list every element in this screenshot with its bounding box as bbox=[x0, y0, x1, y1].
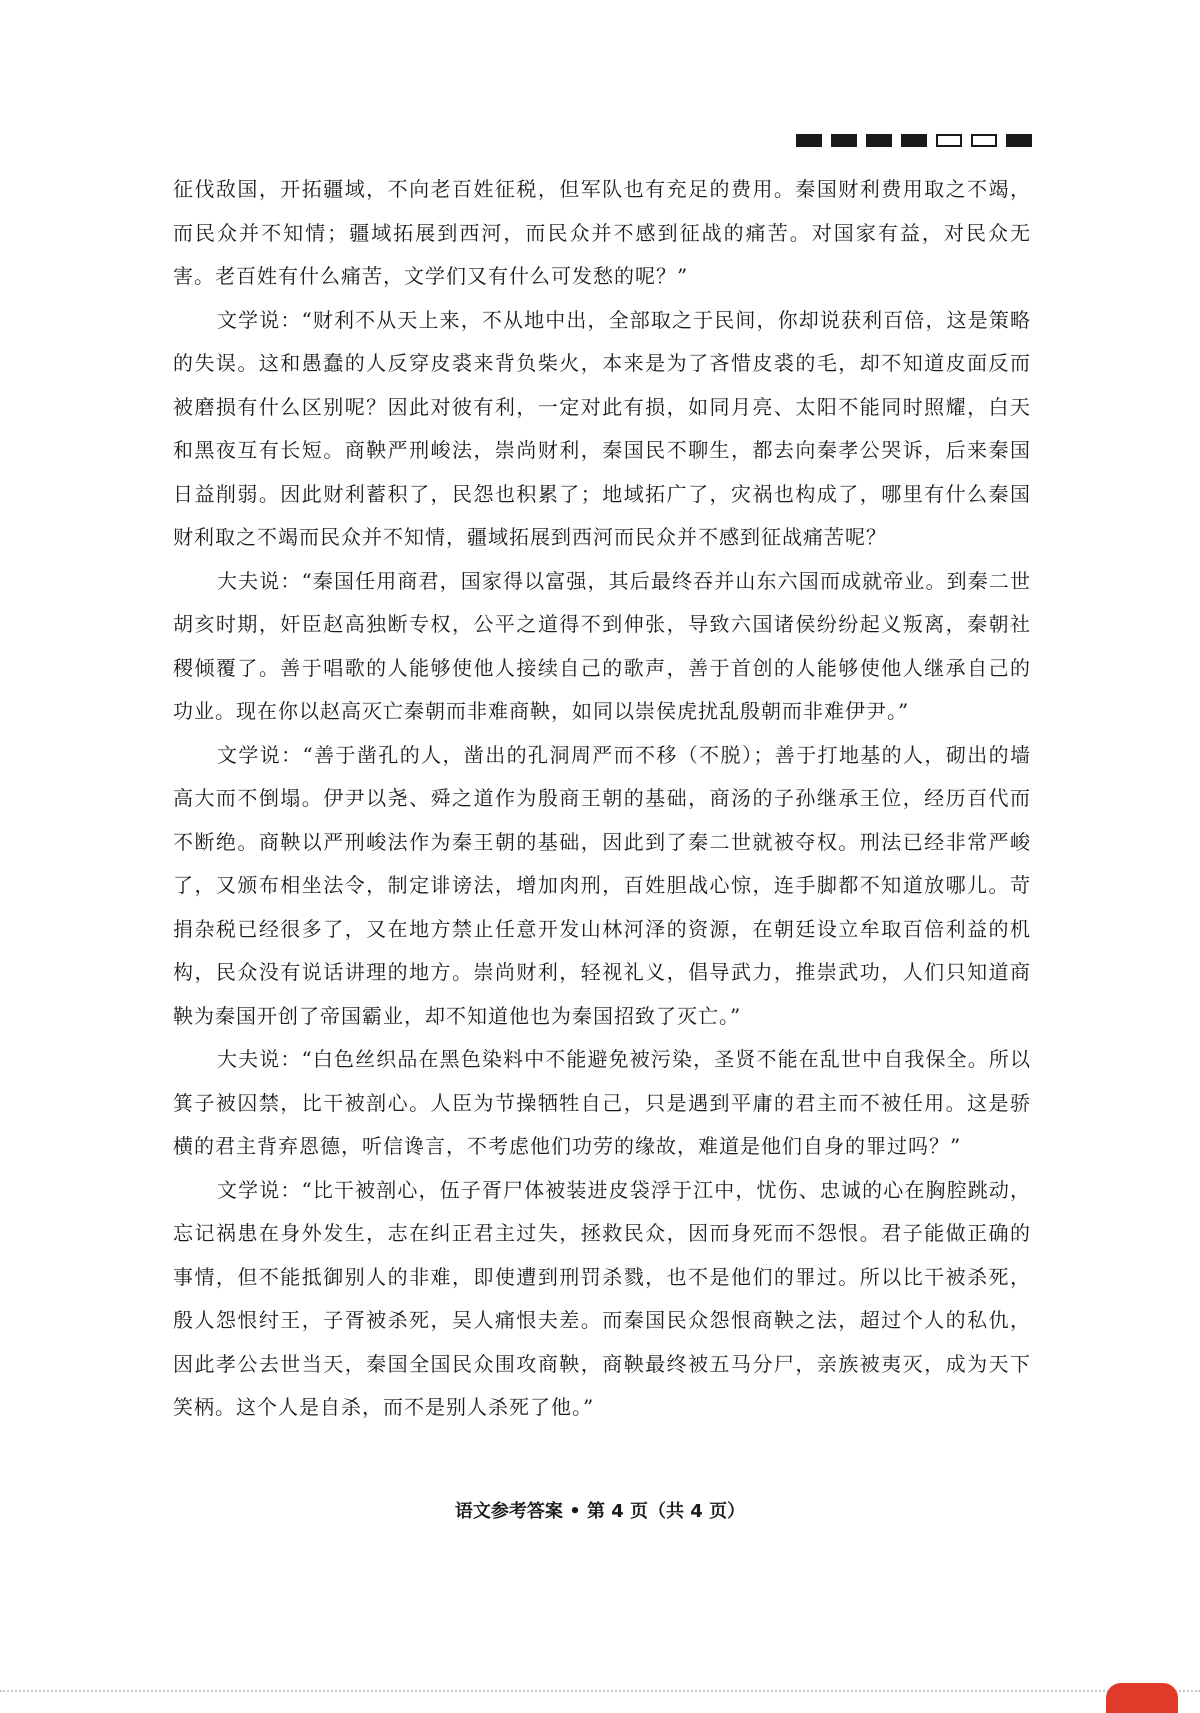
header-mark-empty bbox=[936, 134, 962, 147]
paragraph: 文学说：“财利不从天上来，不从地中出，全部取之于民间，你却说获利百倍，这是策略的失误。这和愚蠢的人反穿皮裘来背负柴火，本来是为了吝惜皮裘的毛，却不知道皮面反而被磨损有什么区别呢？因此对彼有利，一定对此有损，如同月亮、太阳不能同时照耀，白天和黑夜互有长短。商鞅严刑峻法，崇尚财利，秦国民不聊生，都去向秦孝公哭诉，后来秦国日益削弱。因此财利蓄积了，民怨也积累了；地域拓广了，灾祸也构成了，哪里有什么秦国财利取之不竭而民众并不知情，疆域拓展到西河而民众并不感到征战痛苦呢？ bbox=[173, 307, 1031, 549]
header-mark-filled bbox=[866, 134, 892, 147]
header-mark-empty bbox=[971, 134, 997, 147]
paragraph-continuation: 征伐敌国，开拓疆域，不向老百姓征税，但军队也有充足的费用。秦国财利费用取之不竭，而民众并不知情；疆域拓展到西河，而民众并不感到征战的痛苦。对国家有益，对民众无害。老百姓有什么痛苦，文学们又有什么可发愁的呢？” bbox=[173, 177, 1031, 288]
paragraph: 大夫说：“秦国任用商君，国家得以富强，其后最终吞并山东六国而成就帝业。到秦二世胡亥时期，奸臣赵高独断专权，公平之道得不到伸张，导致六国诸侯纷纷起义叛离，秦朝社稷倾覆了。善于唱歌的人能够使他人接续自己的歌声，善于首创的人能够使他人继承自己的功业。现在你以赵高灭亡秦朝而非难商鞅，如同以崇侯虎扰乱殷朝而非难伊尹。” bbox=[173, 568, 1031, 723]
page-footer: 语文参考答案 • 第 4 页（共 4 页） bbox=[454, 1501, 746, 1522]
bottom-dotted-border bbox=[0, 1690, 1200, 1694]
header-marks bbox=[796, 134, 1032, 147]
answer-body bbox=[173, 168, 1031, 1430]
header-mark-filled bbox=[901, 134, 927, 147]
header-mark-filled bbox=[796, 134, 822, 147]
paragraph: 文学说：“比干被剖心，伍子胥尸体被装进皮袋浮于江中，忧伤、忠诚的心在胸腔跳动，忘记祸患在身外发生，志在纠正君主过失，拯救民众，因而身死而不怨恨。君子能做正确的事情，但不能抵御别人的非难，即使遭到刑罚杀戮，也不是他们的罪过。所以比干被杀死，殷人怨恨纣王，子胥被杀死，吴人痛恨夫差。而秦国民众怨恨商鞅之法，超过个人的私仇，因此孝公去世当天，秦国全国民众围攻商鞅，商鞅最终被五马分尸，亲族被夷灭，成为天下笑柄。这个人是自杀，而不是别人杀死了他。” bbox=[173, 1177, 1031, 1419]
corner-badge bbox=[1106, 1683, 1178, 1713]
paragraph: 大夫说：“白色丝织品在黑色染料中不能避免被污染，圣贤不能在乱世中自我保全。所以箕子被囚禁，比干被剖心。人臣为节操牺牲自己，只是遇到平庸的君主而不被任用。这是骄横的君主背弃恩德，听信谗言，不考虑他们功劳的缘故，难道是他们自身的罪过吗？” bbox=[173, 1047, 1031, 1158]
header-mark-filled bbox=[831, 134, 857, 147]
paragraph: 文学说：“善于凿孔的人，凿出的孔洞周严而不移（不脱）；善于打地基的人，砌出的墙高大而不倒塌。伊尹以尧、舜之道作为殷商王朝的基础，商汤的子孙继承王位，经历百代而不断绝。商鞅以严刑峻法作为秦王朝的基础，因此到了秦二世就被夺权。刑法已经非常严峻了，又颁布相坐法令，制定诽谤法，增加肉刑，百姓胆战心惊，连手脚都不知道放哪儿。苛捐杂税已经很多了，又在地方禁止任意开发山林河泽的资源，在朝廷设立牟取百倍利益的机构，民众没有说话讲理的地方。崇尚财利，轻视礼义，倡导武力，推崇武功，人们只知道商鞅为秦国开创了帝国霸业，却不知道他也为秦国招致了灭亡。” bbox=[173, 742, 1031, 1028]
header-mark-filled bbox=[1006, 134, 1032, 147]
